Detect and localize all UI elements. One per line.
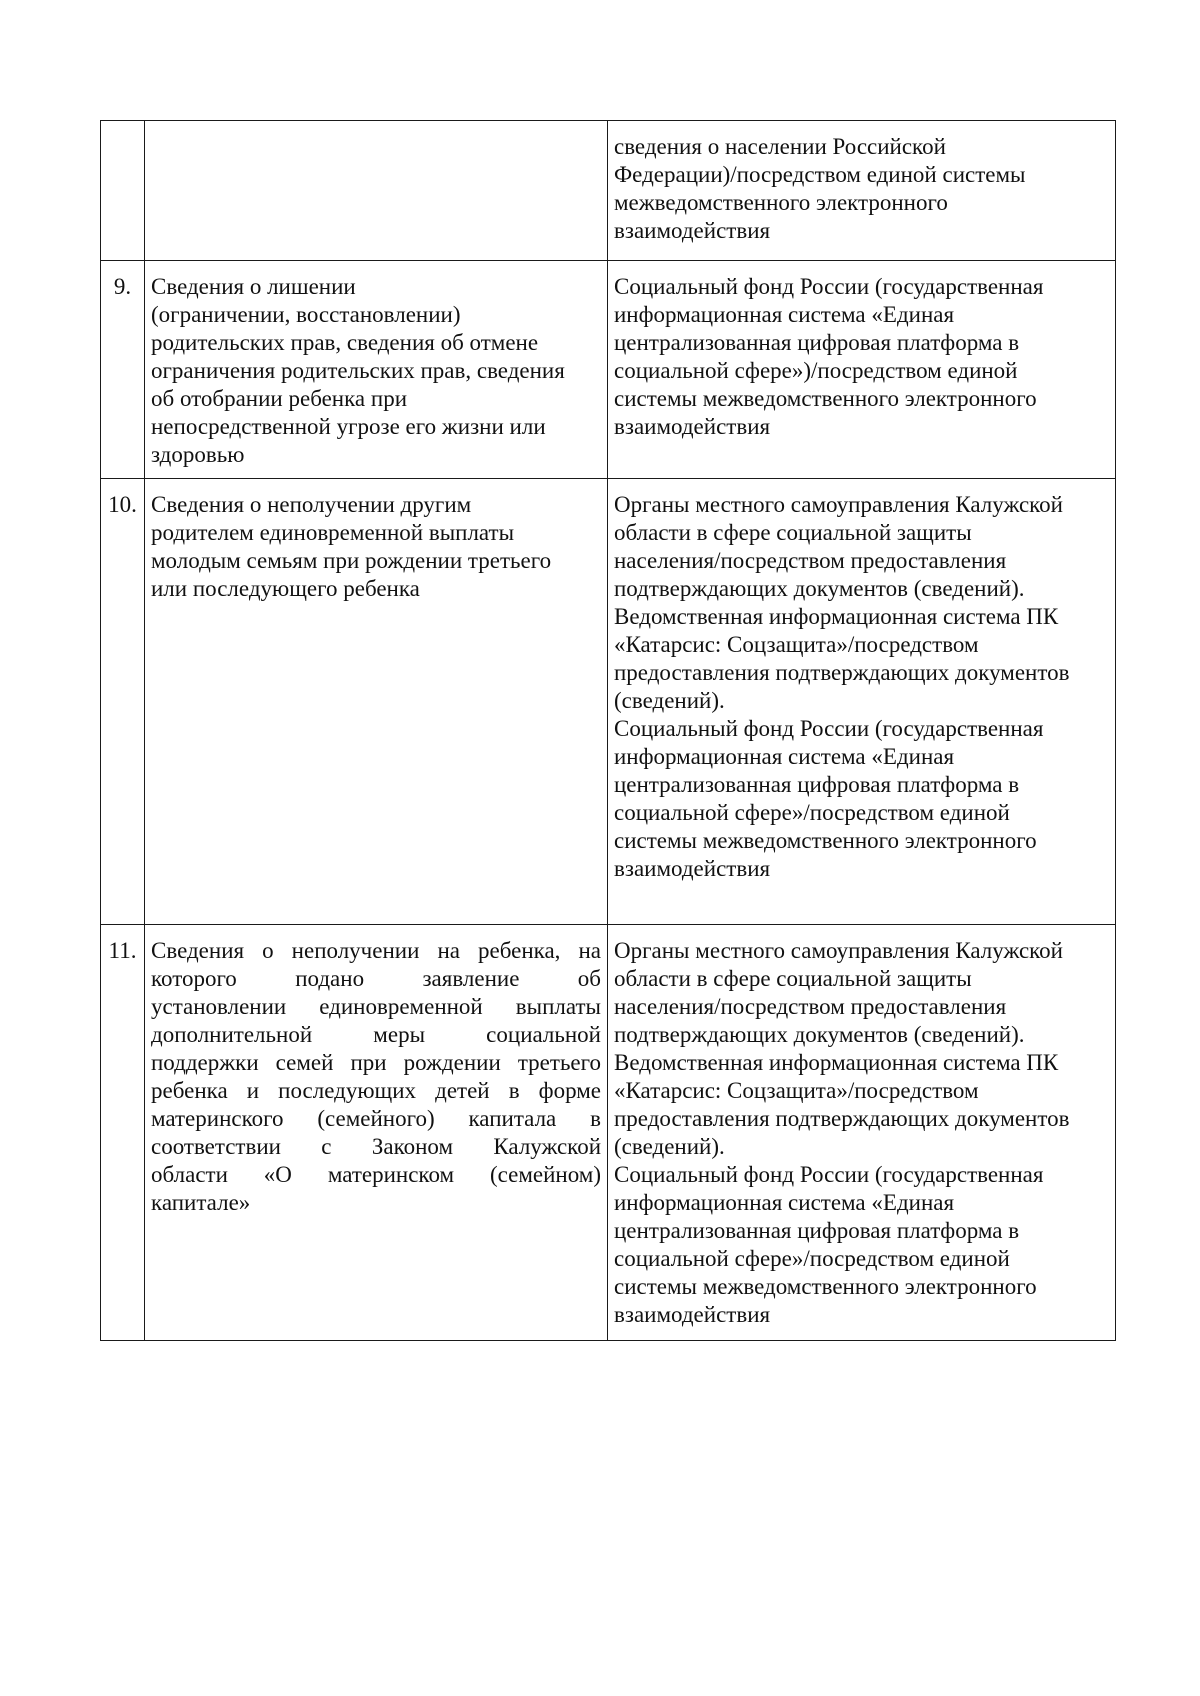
row-number: 10.: [108, 492, 137, 517]
table-row: [101, 261, 1116, 479]
source-line: подтверждающих документов (сведений).: [614, 1022, 1025, 1047]
info-line: Сведения о неполучении другим: [151, 492, 472, 517]
info-line: родительских прав, сведения об отмене: [151, 330, 539, 355]
source-line: предоставления подтверждающих документов: [614, 660, 1070, 685]
source-line: «Катарсис: Соцзащита»/посредством: [614, 632, 979, 657]
info-line: Сведения о лишении: [151, 274, 356, 299]
info-line: материнского (семейного) капитала в: [151, 1106, 601, 1131]
info-line: (ограничении, восстановлении): [151, 302, 461, 327]
source-cell: [608, 121, 1116, 261]
source-cell: [608, 479, 1116, 925]
source-line: предоставления подтверждающих документов: [614, 1106, 1070, 1131]
source-line: подтверждающих документов (сведений).: [614, 576, 1025, 601]
info-line: Сведения о неполучении на ребенка, на: [151, 938, 601, 963]
source-line: Органы местного самоуправления Калужской: [614, 492, 1063, 517]
source-line: информационная система «Единая: [614, 1190, 955, 1215]
info-line: области «О материнском (семейном): [151, 1162, 601, 1187]
source-cell: [608, 261, 1116, 479]
information-sources-table: [100, 120, 1116, 1341]
info-cell: [145, 925, 608, 1341]
source-line: взаимодействия: [614, 856, 771, 881]
info-line: поддержки семей при рождении третьего: [151, 1050, 601, 1075]
source-line: системы межведомственного электронного: [614, 386, 1037, 411]
info-line: ребенка и последующих детей в форме: [151, 1078, 601, 1103]
info-line: непосредственной угрозе его жизни или: [151, 414, 546, 439]
info-cell: [145, 479, 608, 925]
source-line: информационная система «Единая: [614, 302, 955, 327]
row-number-cell: [101, 479, 145, 925]
source-line: сведения о населении Российской: [614, 134, 946, 159]
info-cell: [145, 261, 608, 479]
source-line: (сведений).: [614, 1134, 725, 1159]
source-line: Ведомственная информационная система ПК: [614, 604, 1059, 629]
source-line: Органы местного самоуправления Калужской: [614, 938, 1063, 963]
info-line: здоровью: [151, 442, 245, 467]
info-line: ограничения родительских прав, сведения: [151, 358, 565, 383]
source-line: населения/посредством предоставления: [614, 548, 1007, 573]
source-line: Социальный фонд России (государственная: [614, 1162, 1044, 1187]
info-line: соответствии с Законом Калужской: [151, 1134, 601, 1159]
source-line: системы межведомственного электронного: [614, 828, 1037, 853]
source-line: взаимодействия: [614, 414, 771, 439]
row-number-cell: [101, 925, 145, 1341]
row-number: 11.: [108, 938, 137, 963]
source-line: информационная система «Единая: [614, 744, 955, 769]
info-line: молодым семьям при рождении третьего: [151, 548, 552, 573]
row-number-cell: [101, 261, 145, 479]
source-line: взаимодействия: [614, 218, 771, 243]
source-line: социальной сфере»/посредством единой: [614, 1246, 1010, 1271]
source-line: социальной сфере»/посредством единой: [614, 800, 1010, 825]
source-line: «Катарсис: Соцзащита»/посредством: [614, 1078, 979, 1103]
source-line: (сведений).: [614, 688, 725, 713]
row-number: 9.: [113, 274, 132, 299]
source-line: Социальный фонд России (государственная: [614, 716, 1044, 741]
info-line: родителем единовременной выплаты: [151, 520, 515, 545]
info-line: установлении единовременной выплаты: [151, 994, 601, 1019]
source-line: Ведомственная информационная система ПК: [614, 1050, 1059, 1075]
info-line: которого подано заявление об: [151, 966, 601, 991]
source-cell: [608, 925, 1116, 1341]
table-row: [101, 121, 1116, 261]
source-line: области в сфере социальной защиты: [614, 966, 972, 991]
table-row: [101, 925, 1116, 1341]
table-row: [101, 479, 1116, 925]
source-line: централизованная цифровая платформа в: [614, 772, 1020, 797]
source-line: области в сфере социальной защиты: [614, 520, 972, 545]
source-line: централизованная цифровая платформа в: [614, 330, 1020, 355]
info-line: или последующего ребенка: [151, 576, 420, 601]
source-line: Федерации)/посредством единой системы: [614, 162, 1026, 187]
source-line: населения/посредством предоставления: [614, 994, 1007, 1019]
info-line: дополнительной меры социальной: [151, 1022, 601, 1047]
source-line: централизованная цифровая платформа в: [614, 1218, 1020, 1243]
source-line: Социальный фонд России (государственная: [614, 274, 1044, 299]
info-line: капитале»: [151, 1190, 251, 1215]
info-line: об отобрании ребенка при: [151, 386, 408, 411]
source-line: системы межведомственного электронного: [614, 1274, 1037, 1299]
source-line: социальной сфере»)/посредством единой: [614, 358, 1018, 383]
info-cell: [145, 121, 608, 261]
source-line: межведомственного электронного: [614, 190, 948, 215]
source-line: взаимодействия: [614, 1302, 771, 1327]
row-number-cell: [101, 121, 145, 261]
